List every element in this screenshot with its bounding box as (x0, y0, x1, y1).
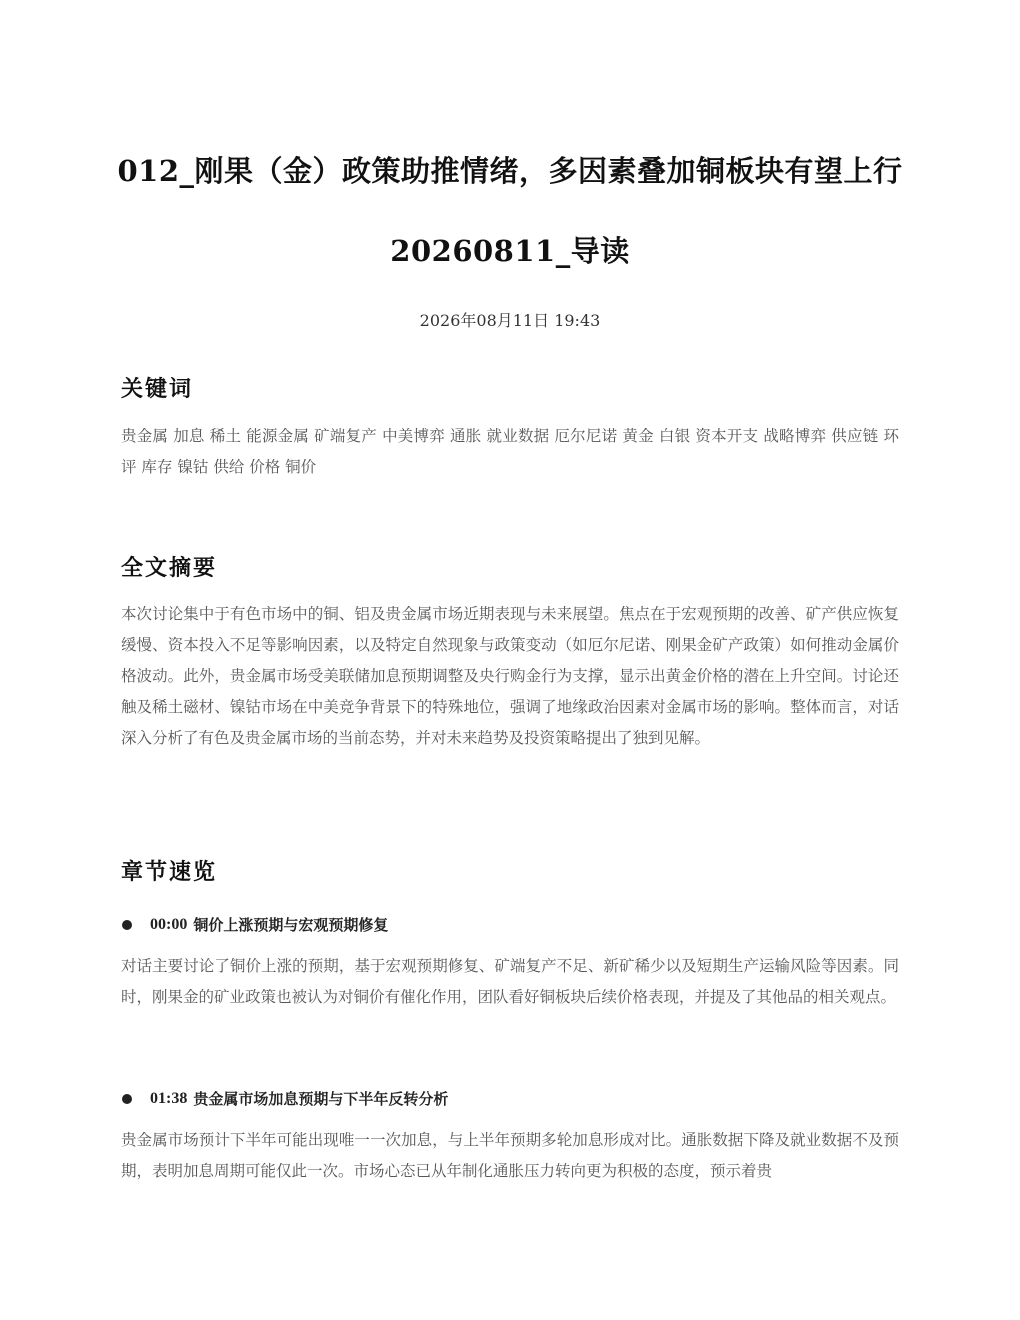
chapter-title: 贵金属市场加息预期与下半年反转分析 (193, 1090, 449, 1108)
chapter-title: 铜价上涨预期与宏观预期修复 (193, 916, 389, 934)
document-title-suffix: 20260811_导读 (390, 234, 630, 268)
bullet-icon (122, 920, 132, 930)
chapter-item-heading (121, 914, 899, 935)
chapter-timestamp: 00:00 (150, 915, 188, 933)
keywords-text: 贵金属 加息 稀土 能源金属 矿端复产 中美博弈 通胀 就业数据 厄尔尼诺 黄金 白银 资本开支 战略博弈 供应链 环评 库存 镍钴 供给 价格 铜价 (121, 427, 899, 476)
summary-heading: 全文摘要 (121, 555, 218, 581)
bullet-icon (122, 1094, 132, 1104)
chapter-item-heading (121, 1088, 899, 1109)
summary-text: 本次讨论集中于有色市场中的铜、铝及贵金属市场近期表现与未来展望。焦点在于宏观预期的改善、矿产供应恢复缓慢、资本投入不足等影响因素，以及特定自然现象与政策变动（如厄尔尼诺、刚果金矿产政策）如何推动金属价格波动。此外，贵金属市场受美联储加息预期调整及央行购金行为支撑，显示出黄金价格的潜在上升空间。讨论还触及稀土磁材、镍钴市场在中美竞争背景下的特殊地位，强调了地缘政治因素对金属市场的影响。整体而言，对话深入分析了有色及贵金属市场的当前态势，并对未来趋势及投资策略提出了独到见解。 (121, 605, 899, 747)
chapters-heading: 章节速览 (121, 859, 218, 885)
chapter-text: 对话主要讨论了铜价上涨的预期，基于宏观预期修复、矿端复产不足、新矿稀少以及短期生产运输风险等因素。同时，刚果金的矿业政策也被认为对铜价有催化作用，团队看好铜板块后续价格表现，并提及了其他品的相关观点。 (121, 957, 899, 1006)
chapter-text: 贵金属市场预计下半年可能出现唯一一次加息，与上半年预期多轮加息形成对比。通胀数据下降及就业数据不及预期，表明加息周期可能仅此一次。市场心态已从年制化通胀压力转向更为积极的态度，预示着贵 (121, 1131, 899, 1180)
keywords-heading: 关键词 (121, 376, 194, 402)
chapter-timestamp: 01:38 (150, 1089, 188, 1107)
document-date: 2026年08月11日 19:43 (419, 311, 601, 330)
document-title: 012_刚果（金）政策助推情绪，多因素叠加铜板块有望上行 (117, 154, 903, 188)
